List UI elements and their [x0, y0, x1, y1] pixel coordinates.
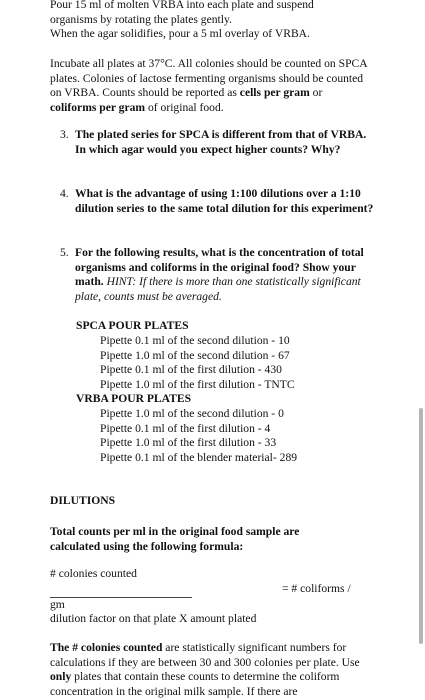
footer-paragraph — [50, 641, 372, 699]
intro-line-2: organisms by rotating the plates gently. — [50, 12, 232, 26]
formula-denominator: dilution factor on that plate X amount plated — [50, 612, 257, 625]
intro-line-1: Pour 15 ml of molten VRBA into each plate and suspend — [50, 0, 314, 11]
vrba-item-2: Pipette 0.1 ml of the first dilution - 4 — [100, 422, 271, 435]
question-3-text: The plated series for SPCA is different from that of VRBA. In which agar would you expect higher counts? Why? — [75, 128, 367, 156]
vertical-scrollbar[interactable] — [419, 408, 423, 644]
incubate-paragraph — [50, 57, 370, 115]
intro-paragraph — [50, 0, 375, 42]
question-5-hint: HINT: If there is more than one statistically significant plate, counts must be averaged. — [75, 275, 361, 303]
formula-numerator: # colonies counted — [50, 567, 137, 580]
spca-item-3: Pipette 0.1 ml of the first dilution - 430 — [100, 363, 282, 376]
vrba-item-3: Pipette 1.0 ml of the first dilution - 33 — [100, 436, 277, 449]
incubate-or: or — [309, 86, 323, 100]
question-5-main: For the following results, what is the concentration of total organisms and coliforms in the original food? Show your math. — [75, 246, 364, 289]
question-5-number: 5. — [60, 246, 69, 259]
spca-item-4: Pipette 1.0 ml of the first dilution - TNTC — [100, 378, 295, 391]
vrba-item-4: Pipette 0.1 ml of the blender material- 289 — [100, 451, 298, 464]
question-3-number: 3. — [60, 128, 69, 141]
footer-text: are statistically significant numbers for calculations if they are between 30 and 300 colonies per plate. Use — [50, 641, 360, 669]
formula-intro: Total counts per ml in the original food sample are calculated using the following formula: — [50, 525, 300, 553]
intro-line-3: When the agar solidifies, pour a 5 ml overlay of VRBA. — [50, 27, 310, 41]
footer-bold: The # colonies counted — [50, 641, 163, 654]
incubate-end: of original food. — [145, 100, 224, 114]
question-4-number: 4. — [60, 187, 69, 200]
spca-item-1: Pipette 0.1 ml of the second dilution - 10 — [100, 334, 290, 347]
formula-result: = # coliforms / — [282, 582, 351, 595]
spca-title: SPCA POUR PLATES — [76, 319, 189, 332]
spca-item-2: Pipette 1.0 ml of the second dilution - 67 — [100, 349, 290, 362]
formula-fraction-line — [50, 597, 192, 598]
dilutions-heading: DILUTIONS — [50, 494, 116, 507]
footer-only: only — [50, 670, 72, 684]
incubate-bold-coliforms: coliforms per gram — [50, 100, 146, 114]
question-4-text: What is the advantage of using 1:100 dilutions over a 1:10 dilution series to the same total dilution for this experiment? — [75, 187, 374, 215]
question-4 — [60, 187, 380, 216]
incubate-bold-cells: cells per gram — [239, 86, 310, 100]
formula-unit: gm — [50, 598, 65, 611]
question-5 — [60, 246, 380, 304]
vrba-item-1: Pipette 1.0 ml of the second dilution - 0 — [100, 407, 284, 420]
footer-text-2: plates that contain these counts to determine the coliform concentration in the original milk sample. If there are — [50, 670, 340, 698]
question-5-text — [75, 246, 380, 304]
vrba-title: VRBA POUR PLATES — [76, 392, 192, 405]
incubate-text: Incubate all plates at 37°C. All colonies should be counted on SPCA plates. Colonies of lactose fermenting organisms should be counted on VRBA. Counts should be reported as — [50, 57, 367, 100]
question-3 — [60, 128, 380, 157]
